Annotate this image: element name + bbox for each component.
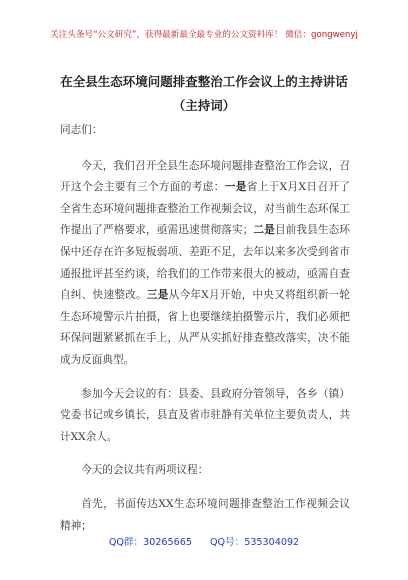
paragraph-1 xyxy=(60,156,350,372)
point-one-label: 一是 xyxy=(224,181,247,194)
point-three-label: 三是 xyxy=(146,289,169,302)
point-three-text: 从今年X月开始，中央又将组织新一轮生态环境警示片拍摄，省上也要继续拍摄警示片，我们必须把环保问题紧紧抓在手上，从严从实抓好排查整改落实，决不能成为反面典型。 xyxy=(60,289,351,366)
salutation: 同志们： xyxy=(60,124,103,136)
document-body xyxy=(60,120,350,549)
point-one-text: 省上于X月X日召开了全省生态环境问题排查整治工作视频会议，对当前生态环保工作提出了严格要求，亟需迅速贯彻落实； xyxy=(60,181,351,237)
footer-qq-group: QQ群：30265665 xyxy=(108,537,192,548)
paragraph-4: 首先，书面传达XX生态环境问题排查整治工作视频会议精神； xyxy=(60,497,350,532)
paragraph-3: 今天的会议共有两项议程： xyxy=(81,464,209,477)
footer-qq-number: QQ号：535304092 xyxy=(209,537,300,548)
footer-contact xyxy=(0,534,408,548)
point-two-label: 二是 xyxy=(253,224,275,237)
paragraph-2: 参加今天会议的有：县委、县政府分管领导，各乡（镇）党委书记或乡镇长，县直及省市驻静有关单位主要负责人，共计XX余人。 xyxy=(60,387,350,443)
document-title: 在全县生态环境问题排查整治工作会议上的主持讲话（主持词） xyxy=(60,74,348,113)
header-promo-note: 关注头条号“公文研究”，获得最新最全最专业的公文资料库！ 微信：gongwenyj xyxy=(50,30,358,40)
point-two-text: 目前我县生态环保中还存在许多短板弱项、差距不足，去年以来多次受到省市通报批评甚至约谈，给我们的工作带来很大的被动，亟需自查自纠、快速整改。 xyxy=(60,224,351,302)
paragraph-1-intro: 今天，我们召开全县生态环境问题排查整治工作会议，召开这个会主要有三个方面的考虑： xyxy=(60,159,350,194)
